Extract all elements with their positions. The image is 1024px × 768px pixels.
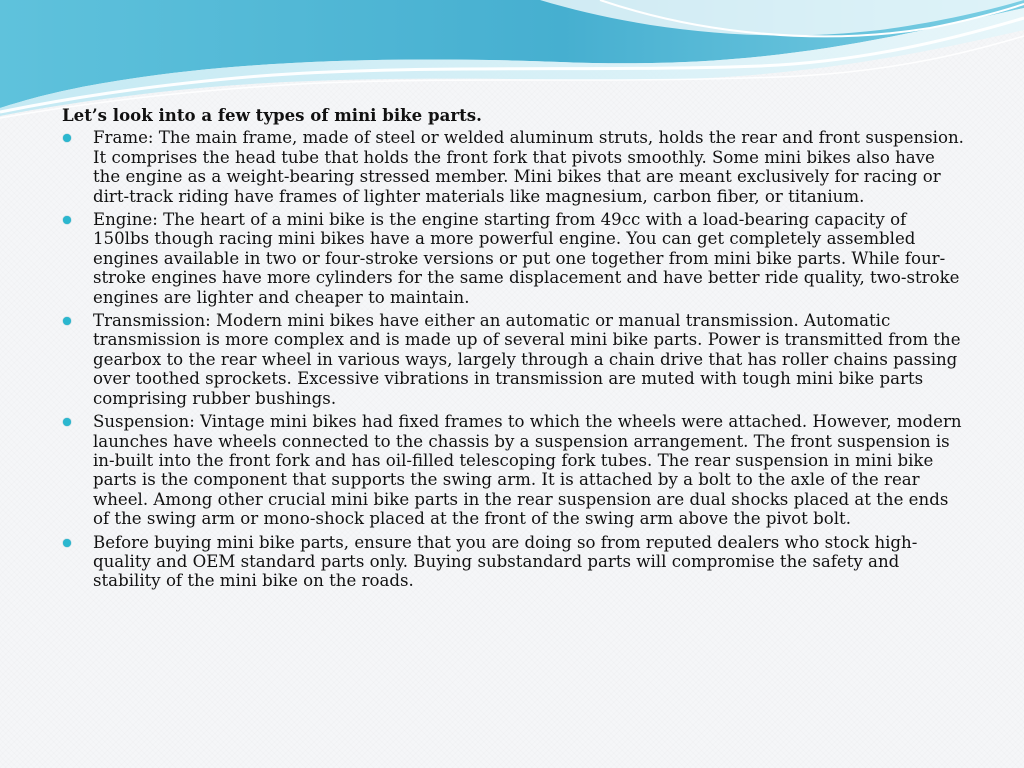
bullet-item-transmission (62, 311, 967, 408)
bullet-dot-icon (63, 134, 71, 142)
bullet-item-buying-advice (62, 533, 967, 591)
bullet-text: Before buying mini bike parts, ensure that you are doing so from reputed dealers who stock high-quality and OEM standard parts only. Buying substandard parts will compromise the safety and stability of the mini bike on the roads. (93, 532, 918, 591)
bullet-list (62, 128, 967, 590)
bullet-text: Suspension: Vintage mini bikes had fixed frames to which the wheels were attached. However, modern launches have wheels connected to the chassis by a suspension arrangement. The front suspension is in-built into the front fork and has oil-filled telescoping fork tubes. The rear suspension in mini bike parts is the component that supports the swing arm. It is attached by a bolt to the axle of the rear wheel. Among other crucial mini bike parts in the rear suspension are dual shocks placed at the ends of the swing arm or mono-shock placed at the front of the swing arm above the pivot bolt. (93, 412, 962, 529)
bullet-dot-icon (63, 216, 71, 224)
bullet-dot-icon (63, 539, 71, 547)
bullet-item-frame (62, 128, 967, 206)
bullet-item-suspension (62, 412, 967, 528)
bullet-dot-icon (63, 317, 71, 325)
intro-heading: Let’s look into a few types of mini bike parts. (62, 105, 482, 125)
bullet-item-engine (62, 210, 967, 307)
bullet-text: Transmission: Modern mini bikes have either an automatic or manual transmission. Automatic transmission is more complex and is made up of several mini bike parts. Power is transmitted from the gearbox to the rear wheel in various ways, largely through a chain drive that has roller chains passing over toothed sprockets. Excessive vibrations in transmission are muted with tough mini bike parts comprising rubber bushings. (93, 311, 961, 408)
bullet-text: Engine: The heart of a mini bike is the engine starting from 49cc with a load-bearing capacity of 150lbs though racing mini bikes have a more powerful engine. You can get completely assembled engines available in two or four-stroke versions or put one together from mini bike parts. While four-stroke engines have more cylinders for the same displacement and have better ride quality, two-stroke engines are lighter and cheaper to maintain. (93, 210, 960, 307)
wave-header-decoration (0, 0, 1024, 120)
bullet-dot-icon (63, 418, 71, 426)
slide-body (62, 106, 967, 595)
bullet-text: Frame: The main frame, made of steel or welded aluminum struts, holds the rear and front suspension. It comprises the head tube that holds the front fork that pivots smoothly. Some mini bikes also have the engine as a weight-bearing stressed member. Mini bikes that are meant exclusively for racing or dirt-track riding have frames of lighter materials like magnesium, carbon fiber, or titanium. (93, 128, 964, 206)
